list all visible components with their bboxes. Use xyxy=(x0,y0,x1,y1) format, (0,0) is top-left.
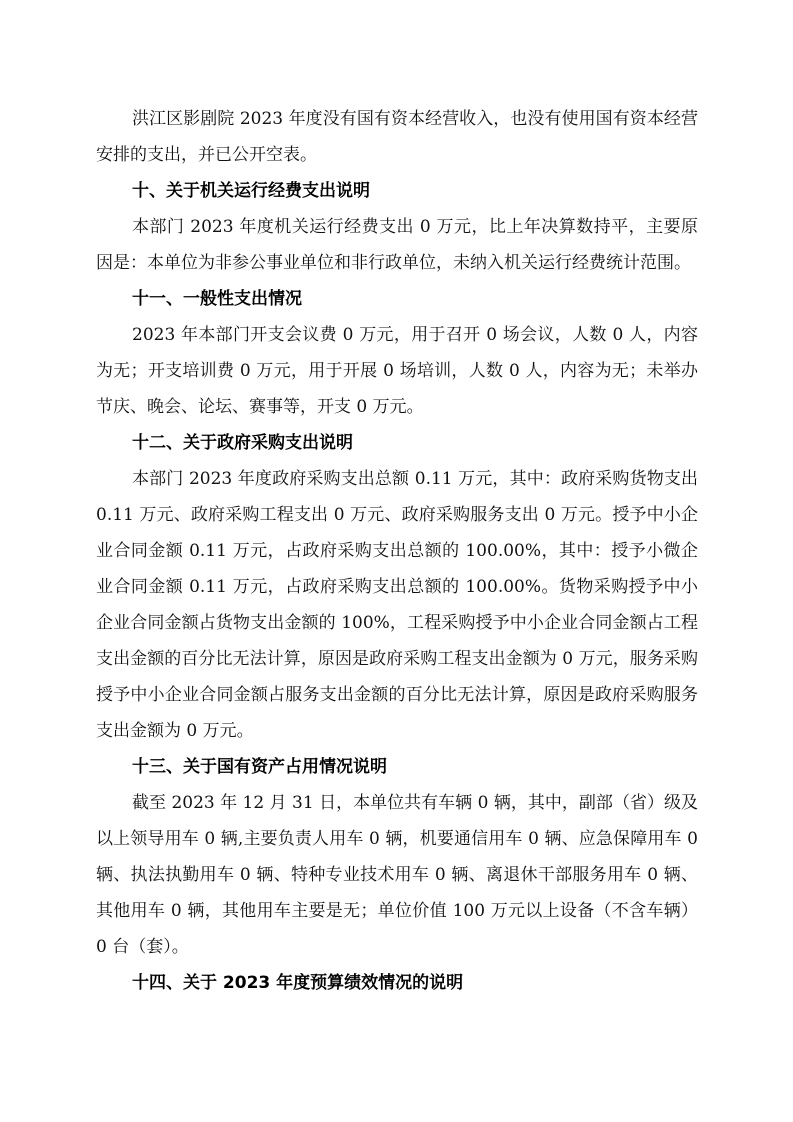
section-heading-14: 十四、关于 2023 年度预算绩效情况的说明 xyxy=(132,973,464,993)
paragraph-state-capital: 洪江区影剧院 2023 年度没有国有资本经营收入，也没有使用国有资本经营安排的支出，并已公开空表。 xyxy=(96,109,698,165)
section-heading-13: 十三、关于国有资产占用情况说明 xyxy=(132,757,387,777)
paragraph-operating-expenses: 本部门 2023 年度机关运行经费支出 0 万元，比上年决算数持平，主要原因是：本单位为非参公事业单位和非行政单位，未纳入机关运行经费统计范围。 xyxy=(96,217,698,273)
paragraph-general-expenses: 2023 年本部门开支会议费 0 万元，用于召开 0 场会议，人数 0 人，内容为无；开支培训费 0 万元，用于开展 0 场培训，人数 0 人，内容为无；未举办节庆、晚会、论坛、赛事等，开支 0 万元。 xyxy=(96,325,698,417)
section-heading-11: 十一、一般性支出情况 xyxy=(132,289,302,309)
section-heading-10: 十、关于机关运行经费支出说明 xyxy=(132,181,370,201)
section-heading-12: 十二、关于政府采购支出说明 xyxy=(132,433,353,453)
paragraph-state-assets: 截至 2023 年 12 月 31 日，本单位共有车辆 0 辆，其中，副部（省）级及以上领导用车 0 辆,主要负责人用车 0 辆，机要通信用车 0 辆、应急保障用车 0 辆、执法执勤用车 0 辆、特种专业技术用车 0 辆、离退休干部服务用车 0 辆、其他用车 0 辆，其他用车主要是无；单位价值 100 万元以上设备（不含车辆）0 台（套）。 xyxy=(96,793,698,957)
paragraph-government-procurement: 本部门 2023 年度政府采购支出总额 0.11 万元，其中：政府采购货物支出 0.11 万元、政府采购工程支出 0 万元、政府采购服务支出 0 万元。授予中小企业合同金额 0.11 万元，占政府采购支出总额的 100.00%，其中：授予小微企业合同金额 0.11 万元，占政府采购支出总额的 100.00%。货物采购授予中小企业合同金额占货物支出金额的 100%，工程采购授予中小企业合同金额占工程支出金额的百分比无法计算，原因是政府采购工程支出金额为 0 万元，服务采购授予中小企业合同金额占服务支出金额的百分比无法计算，原因是政府采购服务支出金额为 0 万元。 xyxy=(96,469,698,741)
document-body xyxy=(96,101,698,1001)
